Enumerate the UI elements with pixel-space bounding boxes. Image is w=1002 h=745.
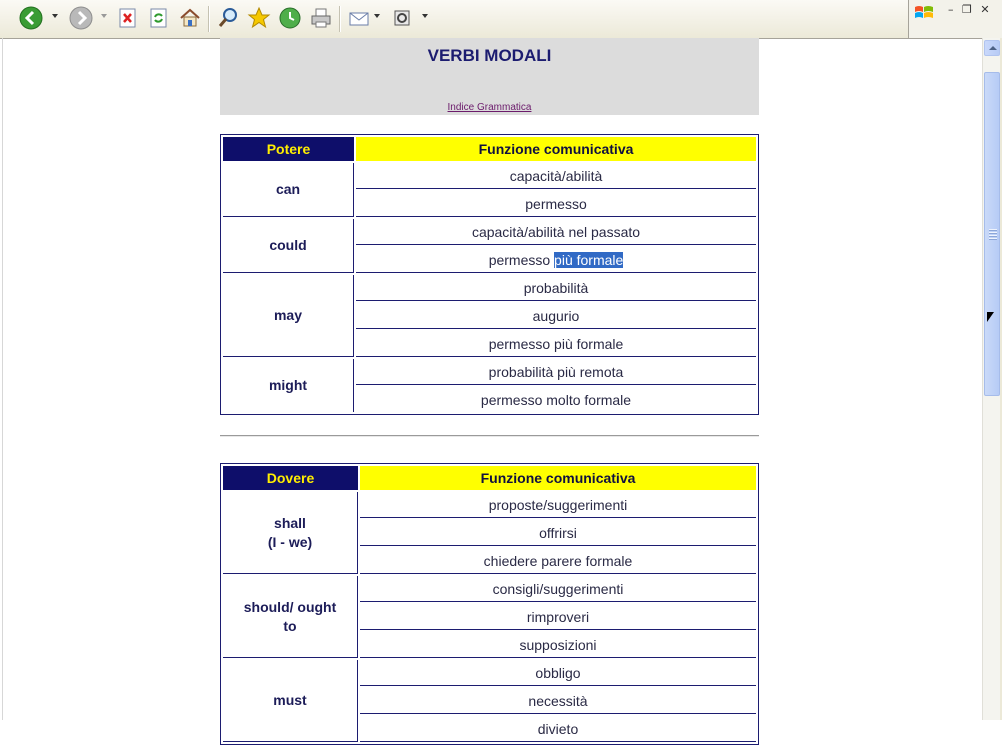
column-header-function: Funzione comunicativa	[360, 466, 756, 490]
home-icon	[178, 6, 202, 30]
page-header	[220, 38, 759, 115]
function-cell: probabilità più remota	[356, 359, 756, 385]
forward-button[interactable]	[69, 6, 93, 30]
window-controls	[948, 3, 995, 16]
stop-button[interactable]	[116, 6, 140, 30]
function-cell: capacità/abilità nel passato	[356, 219, 756, 245]
function-cell: consigli/suggerimenti	[360, 576, 756, 602]
refresh-button[interactable]	[147, 6, 171, 30]
favorites-icon	[247, 6, 271, 30]
verb-cell: can	[223, 163, 354, 217]
refresh-icon	[147, 6, 171, 30]
verb-cell: may	[223, 275, 354, 357]
browser-toolbar	[0, 0, 908, 39]
function-cell: proposte/suggerimenti	[360, 492, 756, 518]
verb-text: should/ ought	[243, 598, 337, 615]
back-button[interactable]	[19, 6, 43, 30]
home-button[interactable]	[178, 6, 202, 30]
verb-text-line2: (I - we)	[267, 533, 313, 550]
mail-button[interactable]	[348, 6, 372, 30]
verb-cell: must	[223, 660, 358, 742]
forward-icon	[69, 6, 93, 30]
edit-button[interactable]	[390, 6, 414, 30]
function-cell: permesso molto formale	[480, 391, 632, 408]
mail-icon	[348, 6, 372, 30]
text-selection[interactable]: più formale	[554, 251, 624, 268]
toolbar-separator	[339, 6, 341, 32]
minimize-icon[interactable]: –	[948, 3, 954, 16]
mouse-cursor-icon	[987, 312, 994, 322]
function-cell: augurio	[356, 303, 756, 329]
favorites-button[interactable]	[247, 6, 271, 30]
close-icon[interactable]: ✕	[980, 3, 990, 16]
function-cell: probabilità	[356, 275, 756, 301]
scroll-up-button[interactable]	[984, 40, 1000, 56]
column-header-verb: Potere	[223, 137, 354, 161]
verb-cell: might	[223, 359, 354, 412]
print-button[interactable]	[309, 6, 333, 30]
print-icon	[309, 6, 333, 30]
verb-cell	[223, 492, 358, 574]
function-cell: divieto	[360, 716, 756, 742]
edit-dropdown-icon[interactable]	[422, 14, 428, 18]
verb-text: shall	[274, 514, 306, 531]
function-cell: necessità	[360, 688, 756, 714]
vertical-scrollbar[interactable]	[982, 38, 1001, 720]
potere-table	[220, 134, 759, 415]
column-header-function: Funzione comunicativa	[356, 137, 756, 161]
function-cell: supposizioni	[360, 632, 756, 658]
toolbar-separator	[208, 6, 210, 32]
function-cell: offrirsi	[360, 520, 756, 546]
page-title: VERBI MODALI	[427, 46, 552, 65]
forward-dropdown-icon[interactable]	[101, 14, 107, 18]
search-button[interactable]	[216, 6, 240, 30]
windows-logo-icon	[913, 3, 935, 23]
function-cell: capacità/abilità	[356, 163, 756, 189]
back-icon	[19, 6, 43, 30]
column-header-verb: Dovere	[223, 466, 358, 490]
stop-icon	[116, 6, 140, 30]
history-icon	[278, 6, 302, 30]
index-link[interactable]: Indice Grammatica	[447, 102, 532, 113]
verb-cell	[223, 576, 358, 658]
function-cell: permesso	[356, 191, 756, 217]
page-left-border	[2, 38, 3, 720]
back-dropdown-icon[interactable]	[52, 14, 58, 18]
function-text: permesso	[488, 251, 555, 268]
horizontal-rule	[220, 435, 759, 437]
function-cell: rimproveri	[360, 604, 756, 630]
history-button[interactable]	[278, 6, 302, 30]
search-icon	[216, 6, 240, 30]
function-cell-selected-text	[356, 247, 756, 273]
function-cell: chiedere parere formale	[360, 548, 756, 574]
function-cell: permesso più formale	[356, 331, 756, 357]
mail-dropdown-icon[interactable]	[374, 14, 380, 18]
verb-text-line2: to	[283, 617, 297, 634]
dovere-table	[220, 463, 759, 745]
restore-icon[interactable]: ❐	[962, 3, 972, 16]
verb-cell: could	[223, 219, 354, 273]
scroll-grip-icon	[989, 229, 997, 241]
function-cell: obbligo	[360, 660, 756, 686]
edit-icon	[390, 6, 414, 30]
scroll-thumb[interactable]	[984, 72, 1000, 396]
